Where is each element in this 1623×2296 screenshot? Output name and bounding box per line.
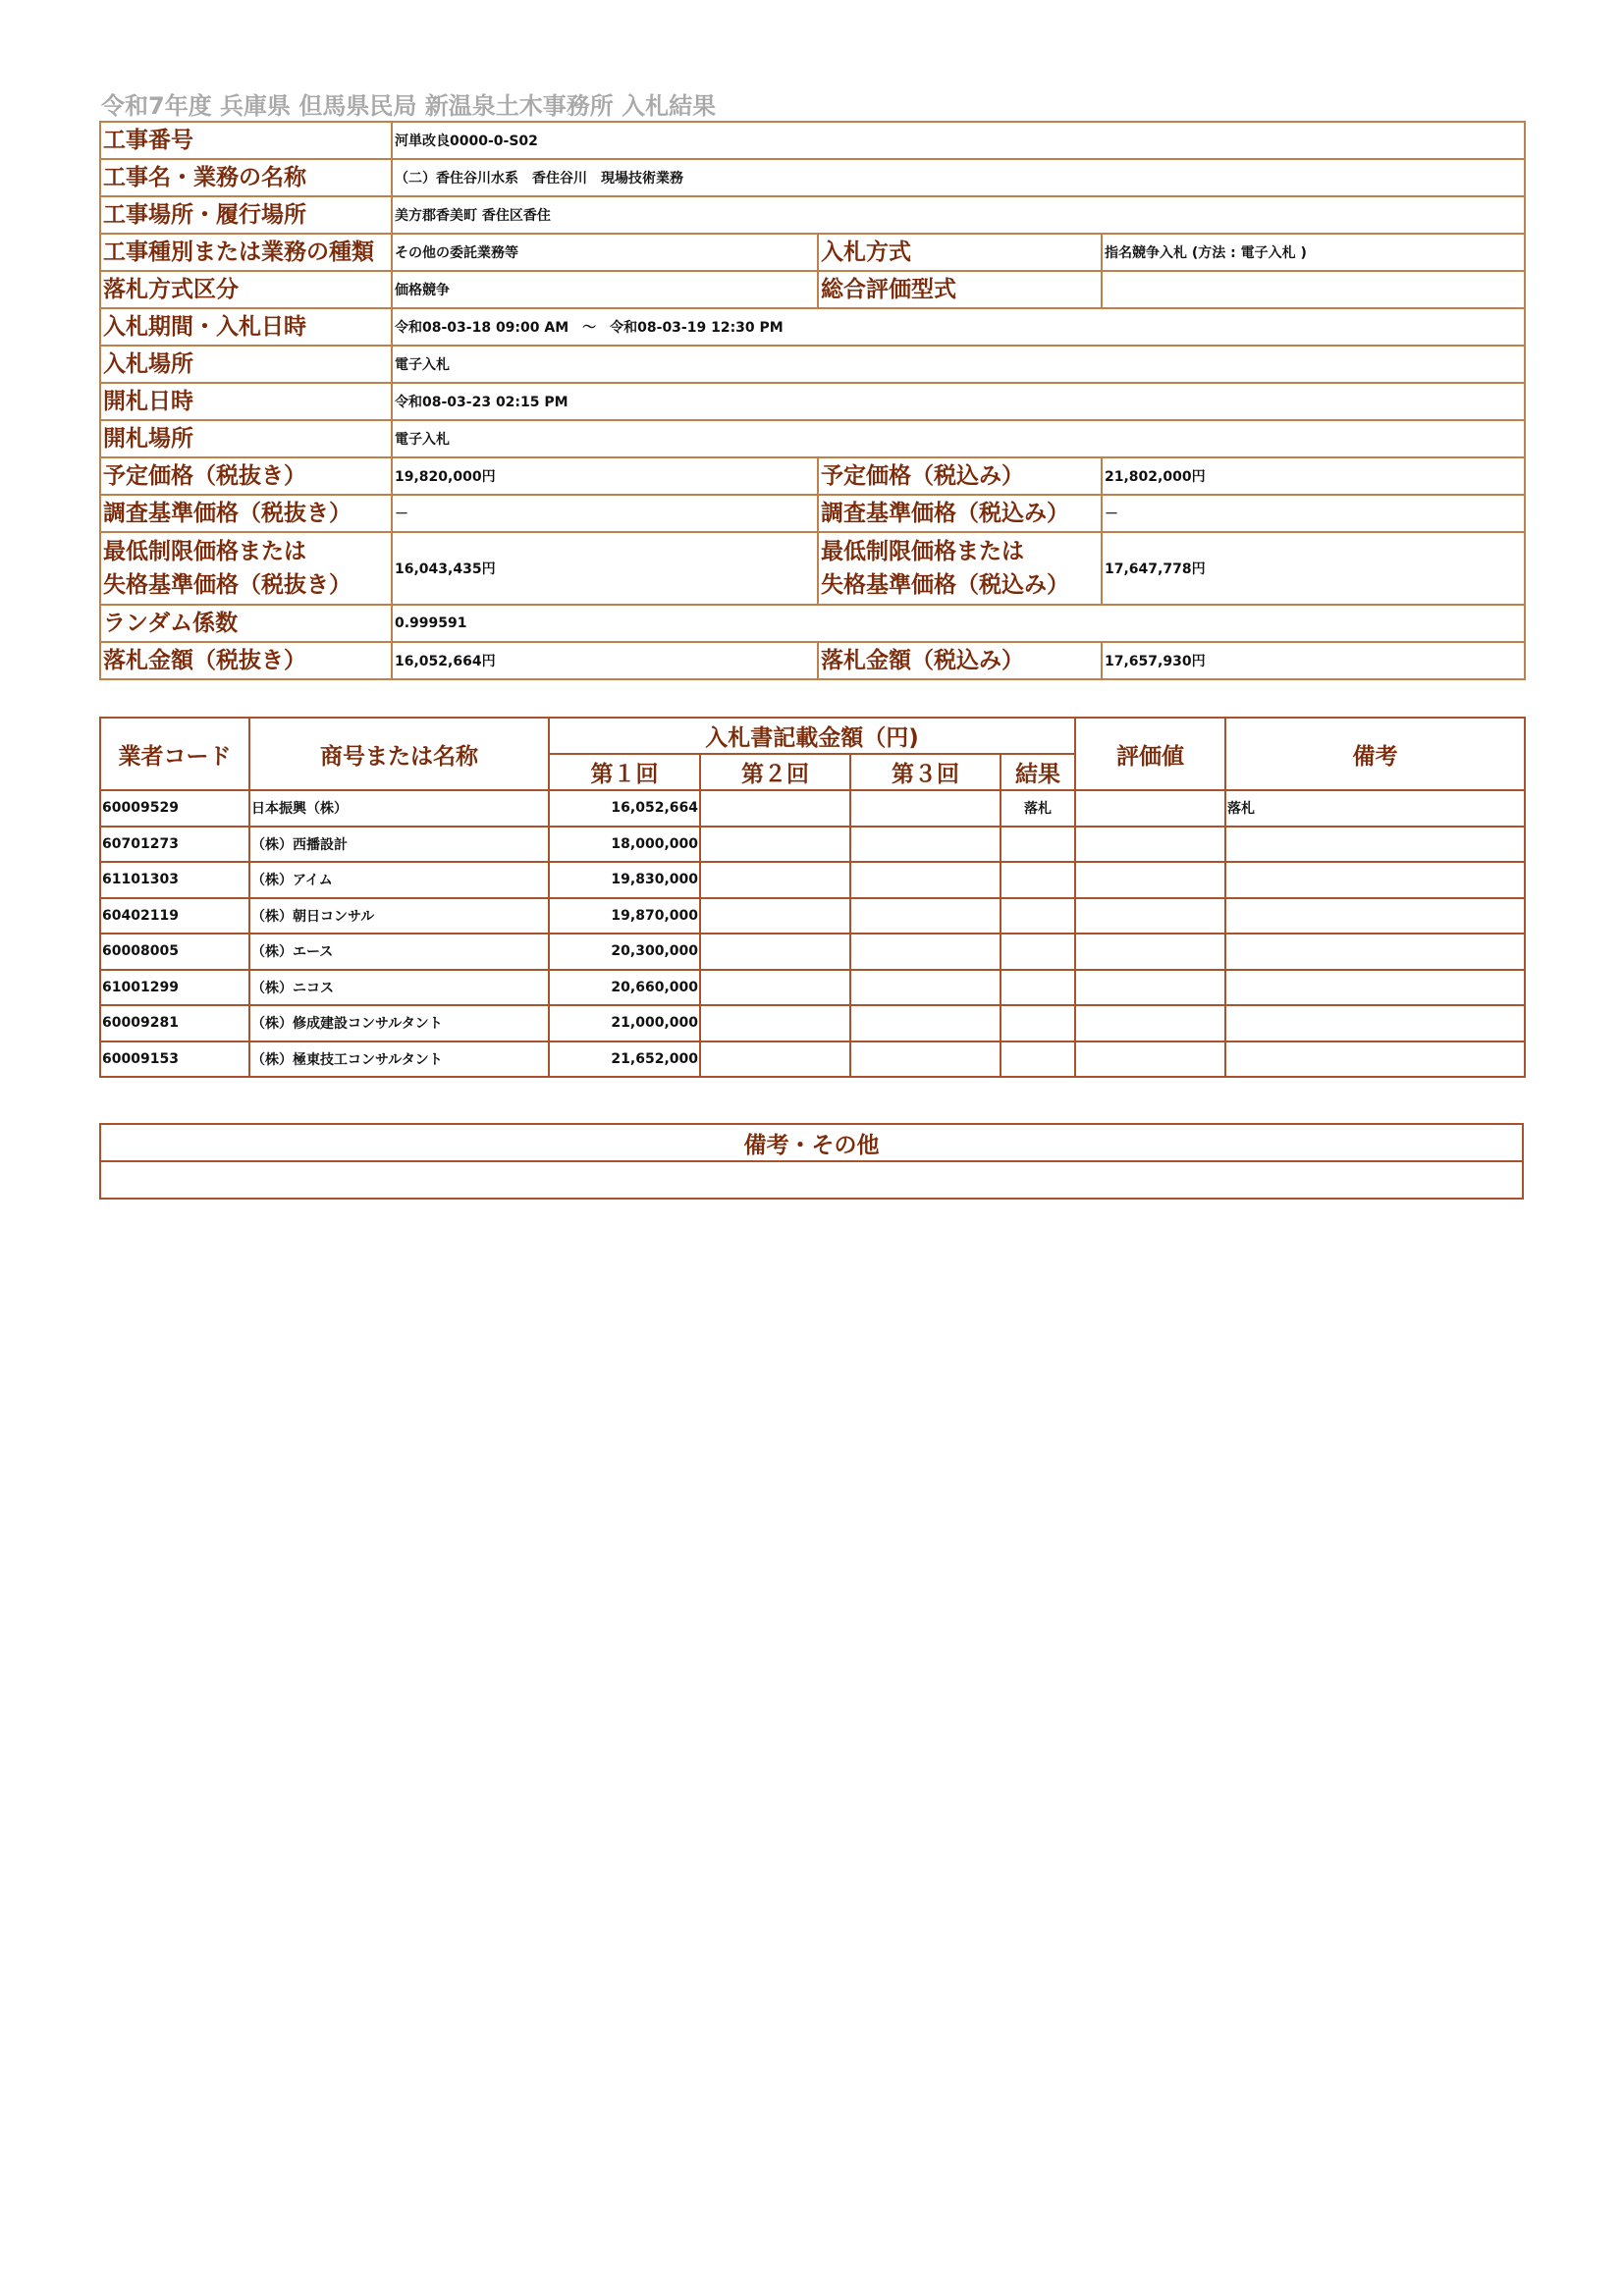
bid-result bbox=[1001, 1005, 1075, 1041]
remarks-body bbox=[100, 1161, 1523, 1199]
bid-result bbox=[1001, 898, 1075, 934]
planned-price-ex-value: 19,820,000円 bbox=[392, 457, 818, 495]
page-title: 令和7年度 兵庫県 但馬県民局 新温泉土木事務所 入札結果 bbox=[101, 92, 717, 120]
info-row-opening-datetime bbox=[100, 383, 1525, 420]
bidders-table bbox=[99, 717, 1526, 1078]
award-method-value: 価格競争 bbox=[392, 271, 818, 308]
table-row bbox=[100, 790, 1525, 827]
bid-evaluation bbox=[1075, 1041, 1225, 1078]
comprehensive-eval-value bbox=[1102, 271, 1525, 308]
bidder-name: （株）朝日コンサル bbox=[249, 898, 549, 934]
survey-price-in-label: 調査基準価格（税込み） bbox=[818, 495, 1102, 532]
info-row-planned-price bbox=[100, 457, 1525, 495]
min-price-in-label-line2: 失格基準価格（税込み） bbox=[821, 572, 1069, 598]
bid-evaluation bbox=[1075, 970, 1225, 1006]
bid-result bbox=[1001, 827, 1075, 863]
bidder-code: 60008005 bbox=[100, 934, 249, 970]
work-name-label: 工事名・業務の名称 bbox=[100, 159, 392, 196]
header-evaluation: 評価値 bbox=[1075, 718, 1225, 790]
bid-round2 bbox=[700, 827, 850, 863]
bid-remarks bbox=[1225, 827, 1525, 863]
bid-round1: 21,000,000 bbox=[549, 1005, 700, 1041]
bidder-code: 60009153 bbox=[100, 1041, 249, 1078]
bid-round3 bbox=[850, 934, 1001, 970]
info-row-award-amount bbox=[100, 642, 1525, 679]
bid-evaluation bbox=[1075, 827, 1225, 863]
bidder-name: （株）修成建設コンサルタント bbox=[249, 1005, 549, 1041]
bid-round2 bbox=[700, 934, 850, 970]
bid-remarks bbox=[1225, 970, 1525, 1006]
bid-remarks bbox=[1225, 1041, 1525, 1078]
planned-price-in-label: 予定価格（税込み） bbox=[818, 457, 1102, 495]
bid-remarks bbox=[1225, 1005, 1525, 1041]
bid-round1: 19,870,000 bbox=[549, 898, 700, 934]
remarks-section bbox=[99, 1123, 1524, 1200]
bid-result: 落札 bbox=[1001, 790, 1075, 827]
bid-round1: 19,830,000 bbox=[549, 862, 700, 898]
bid-period-label: 入札期間・入札日時 bbox=[100, 308, 392, 346]
bid-evaluation bbox=[1075, 898, 1225, 934]
work-name-value: （二）香住谷川水系 香住谷川 現場技術業務 bbox=[392, 159, 1525, 196]
bidder-code: 60402119 bbox=[100, 898, 249, 934]
table-row bbox=[100, 1041, 1525, 1078]
survey-price-in-value: － bbox=[1102, 495, 1525, 532]
opening-place-label: 開札場所 bbox=[100, 420, 392, 457]
bid-method-label: 入札方式 bbox=[818, 234, 1102, 271]
work-number-label: 工事番号 bbox=[100, 122, 392, 159]
bidder-name: 日本振興（株） bbox=[249, 790, 549, 827]
info-row-bid-place bbox=[100, 346, 1525, 383]
bid-remarks bbox=[1225, 934, 1525, 970]
min-price-ex-label bbox=[100, 532, 392, 605]
info-row-random-coef bbox=[100, 605, 1525, 642]
planned-price-ex-label: 予定価格（税抜き） bbox=[100, 457, 392, 495]
bid-evaluation bbox=[1075, 1005, 1225, 1041]
bidder-code: 60701273 bbox=[100, 827, 249, 863]
bid-round1: 20,300,000 bbox=[549, 934, 700, 970]
bid-remarks bbox=[1225, 898, 1525, 934]
remarks-title: 備考・その他 bbox=[100, 1124, 1523, 1161]
bid-info-table bbox=[99, 121, 1526, 680]
min-price-in-value: 17,647,778円 bbox=[1102, 532, 1525, 605]
bid-round2 bbox=[700, 790, 850, 827]
bid-round1: 18,000,000 bbox=[549, 827, 700, 863]
award-amount-ex-value: 16,052,664円 bbox=[392, 642, 818, 679]
bid-round1: 16,052,664 bbox=[549, 790, 700, 827]
header-round2: 第２回 bbox=[700, 754, 850, 790]
opening-place-value: 電子入札 bbox=[392, 420, 1525, 457]
table-row bbox=[100, 827, 1525, 863]
bid-evaluation bbox=[1075, 862, 1225, 898]
bid-evaluation bbox=[1075, 790, 1225, 827]
bid-remarks: 落札 bbox=[1225, 790, 1525, 827]
bid-round2 bbox=[700, 862, 850, 898]
bidder-name: （株）アイム bbox=[249, 862, 549, 898]
work-number-value: 河単改良0000-0-S02 bbox=[392, 122, 1525, 159]
min-price-in-label bbox=[818, 532, 1102, 605]
bid-method-value: 指名競争入札 (方法 : 電子入札 ) bbox=[1102, 234, 1525, 271]
opening-datetime-value: 令和08-03-23 02:15 PM bbox=[392, 383, 1525, 420]
table-row bbox=[100, 898, 1525, 934]
bid-place-label: 入札場所 bbox=[100, 346, 392, 383]
random-coef-value: 0.999591 bbox=[392, 605, 1525, 642]
bidder-name: （株）極東技工コンサルタント bbox=[249, 1041, 549, 1078]
survey-price-ex-value: － bbox=[392, 495, 818, 532]
info-row-work-type bbox=[100, 234, 1525, 271]
header-result: 結果 bbox=[1001, 754, 1075, 790]
bidder-code: 60009529 bbox=[100, 790, 249, 827]
award-amount-ex-label: 落札金額（税抜き） bbox=[100, 642, 392, 679]
min-price-in-label-line1: 最低制限価格または bbox=[821, 539, 1024, 564]
info-row-bid-period bbox=[100, 308, 1525, 346]
info-row-award-method bbox=[100, 271, 1525, 308]
bid-round2 bbox=[700, 898, 850, 934]
header-code: 業者コード bbox=[100, 718, 249, 790]
header-name: 商号または名称 bbox=[249, 718, 549, 790]
header-round3: 第３回 bbox=[850, 754, 1001, 790]
bid-round3 bbox=[850, 1005, 1001, 1041]
work-type-label: 工事種別または業務の種類 bbox=[100, 234, 392, 271]
bidder-name: （株）エース bbox=[249, 934, 549, 970]
bid-evaluation bbox=[1075, 934, 1225, 970]
bid-place-value: 電子入札 bbox=[392, 346, 1525, 383]
header-round1: 第１回 bbox=[549, 754, 700, 790]
opening-datetime-label: 開札日時 bbox=[100, 383, 392, 420]
planned-price-in-value: 21,802,000円 bbox=[1102, 457, 1525, 495]
table-row bbox=[100, 1005, 1525, 1041]
info-row-work-name bbox=[100, 159, 1525, 196]
bid-round3 bbox=[850, 790, 1001, 827]
work-type-value: その他の委託業務等 bbox=[392, 234, 818, 271]
min-price-ex-label-line2: 失格基準価格（税抜き） bbox=[103, 572, 352, 598]
bid-result bbox=[1001, 1041, 1075, 1078]
bid-round1: 20,660,000 bbox=[549, 970, 700, 1006]
info-row-work-number bbox=[100, 122, 1525, 159]
info-row-min-price bbox=[100, 532, 1525, 605]
bidder-name: （株）ニコス bbox=[249, 970, 549, 1006]
bid-round3 bbox=[850, 970, 1001, 1006]
bid-result bbox=[1001, 862, 1075, 898]
bid-round2 bbox=[700, 970, 850, 1006]
bid-round3 bbox=[850, 898, 1001, 934]
bid-round2 bbox=[700, 1041, 850, 1078]
award-amount-in-label: 落札金額（税込み） bbox=[818, 642, 1102, 679]
table-row bbox=[100, 970, 1525, 1006]
bidder-name: （株）西播設計 bbox=[249, 827, 549, 863]
header-amount-group: 入札書記載金額（円) bbox=[549, 718, 1075, 754]
table-row bbox=[100, 934, 1525, 970]
min-price-ex-value: 16,043,435円 bbox=[392, 532, 818, 605]
bidder-code: 60009281 bbox=[100, 1005, 249, 1041]
bid-remarks bbox=[1225, 862, 1525, 898]
table-row bbox=[100, 862, 1525, 898]
survey-price-ex-label: 調査基準価格（税抜き） bbox=[100, 495, 392, 532]
bid-round3 bbox=[850, 827, 1001, 863]
comprehensive-eval-label: 総合評価型式 bbox=[818, 271, 1102, 308]
bid-result bbox=[1001, 970, 1075, 1006]
bidder-code: 61101303 bbox=[100, 862, 249, 898]
info-row-location bbox=[100, 196, 1525, 234]
bid-round3 bbox=[850, 1041, 1001, 1078]
info-row-survey-price bbox=[100, 495, 1525, 532]
award-amount-in-value: 17,657,930円 bbox=[1102, 642, 1525, 679]
location-value: 美方郡香美町 香住区香住 bbox=[392, 196, 1525, 234]
info-row-opening-place bbox=[100, 420, 1525, 457]
award-method-label: 落札方式区分 bbox=[100, 271, 392, 308]
random-coef-label: ランダム係数 bbox=[100, 605, 392, 642]
header-remarks: 備考 bbox=[1225, 718, 1525, 790]
bid-round2 bbox=[700, 1005, 850, 1041]
bid-period-value: 令和08-03-18 09:00 AM ～ 令和08-03-19 12:30 PM bbox=[392, 308, 1525, 346]
bidders-header-row-1 bbox=[100, 718, 1525, 754]
bidder-code: 61001299 bbox=[100, 970, 249, 1006]
min-price-ex-label-line1: 最低制限価格または bbox=[103, 539, 306, 564]
location-label: 工事場所・履行場所 bbox=[100, 196, 392, 234]
bid-round3 bbox=[850, 862, 1001, 898]
bid-result bbox=[1001, 934, 1075, 970]
bid-round1: 21,652,000 bbox=[549, 1041, 700, 1078]
